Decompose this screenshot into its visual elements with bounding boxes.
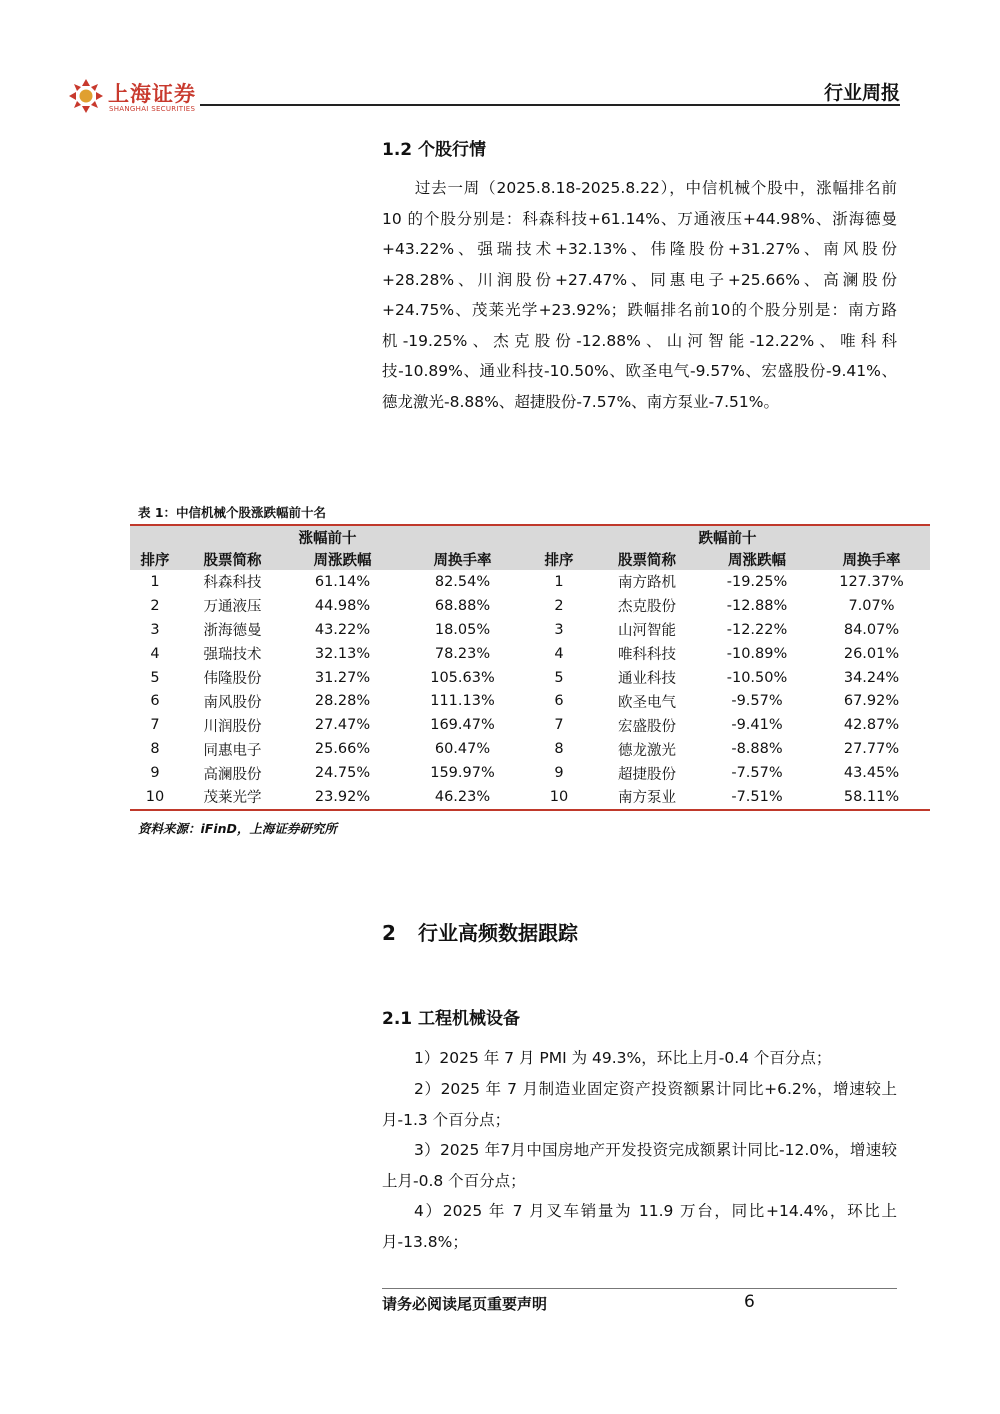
table-cell: -10.89%	[726, 645, 788, 662]
group-header-top-gainers: 涨幅前十	[130, 525, 525, 548]
table-cell: 28.28%	[314, 693, 371, 710]
section-2-1-item-4	[382, 1196, 897, 1257]
section-2-1-item-3	[382, 1135, 897, 1196]
table-cell: 26.01%	[843, 645, 900, 662]
logo-chinese-name: 上海证券	[108, 82, 196, 106]
section-2-title: 行业高频数据跟踪	[418, 921, 578, 945]
table-cell: -12.22%	[726, 621, 788, 638]
table-cell: 82.54%	[434, 573, 491, 590]
table-column-header-row	[130, 548, 930, 570]
table-row	[130, 689, 930, 713]
table-cell: 强瑞技术	[203, 647, 262, 664]
table-cell: 4	[150, 645, 160, 662]
table-cell: 5	[150, 669, 160, 686]
company-logo	[68, 76, 198, 116]
section-1-2-text: 过去一周（2025.8.18-2025.8.22），中信机械个股中，涨幅排名前 10 的个股分别是：科森科技+61.14%、万通液压+44.98%、浙海德曼+43.22%、强瑞技术+32.13%、伟隆股份+31.27%、南风股份+28.28%、川润股份+27.47%、同惠电子+25.66%、高澜股份+24.75%、茂莱光学+23.92%；跌幅排名前10的个股分别是：南方路机-19.25%、杰克股份-12.88%、山河智能-12.22%、唯科科技-10.89%、通业科技-10.50%、欧圣电气-9.57%、宏盛股份-9.41%、德龙激光-8.88%、超捷股份-7.57%、南方泵业-7.51%。	[382, 179, 897, 411]
company-logo-mark-icon	[68, 78, 104, 114]
table-cell: -7.51%	[701, 785, 813, 810]
table-cell: 伟隆股份	[203, 671, 262, 687]
table-cell: 德龙激光	[618, 742, 676, 759]
table-cell: 川润股份	[203, 718, 262, 735]
table-cell: 58.11%	[813, 785, 930, 810]
section-2-1-item-1-text: 1）2025 年 7 月 PMI 为 49.3%，环比上月-0.4 个百分点；	[414, 1049, 832, 1067]
footer-divider	[382, 1288, 897, 1289]
table-cell: 8	[150, 741, 160, 758]
column-header: 排序	[525, 548, 593, 570]
table-cell: 67.92%	[843, 693, 900, 710]
table-cell: 34.24%	[843, 669, 900, 686]
table-cell: 46.23%	[400, 785, 525, 810]
table-row	[130, 666, 930, 690]
table-cell: -19.25%	[726, 573, 788, 590]
table-cell: 24.75%	[314, 765, 371, 782]
table-source-note: 资料来源：iFinD，上海证券研究所	[138, 821, 337, 836]
table-cell: 25.66%	[314, 741, 371, 758]
table-group-header-row	[130, 525, 930, 548]
section-2-1-item-3-text: 3）2025 年7月中国房地产开发投资完成额累计同比-12.0%，增速较上月-0.8 个百分点；	[382, 1141, 897, 1190]
table-cell: 27.47%	[314, 717, 371, 734]
table-cell: 9	[150, 765, 160, 782]
table-cell: 杰克股份	[618, 599, 676, 616]
table-cell: 84.07%	[843, 621, 900, 638]
table-row	[130, 642, 930, 666]
table-row	[130, 570, 930, 594]
table-cell: 通业科技	[618, 671, 676, 687]
table-cell: 6	[554, 693, 564, 710]
table-cell: 南风股份	[203, 694, 262, 711]
table-cell: 8	[554, 741, 564, 758]
table-body	[130, 570, 930, 810]
section-2-1-heading: 2.1 工程机械设备	[382, 1009, 521, 1029]
table-cell: 42.87%	[843, 717, 900, 734]
section-2-1-item-2-text: 2）2025 年 7 月制造业固定资产投资额累计同比+6.2%，增速较上月-1.3 个百分点；	[382, 1080, 897, 1129]
page-number: 6	[744, 1292, 755, 1312]
section-2-1-item-1	[382, 1043, 897, 1074]
table-cell: 7	[150, 717, 160, 734]
table-cell: 1	[554, 573, 564, 590]
column-header: 排序	[130, 548, 180, 570]
table-row	[130, 737, 930, 761]
column-header: 股票简称	[593, 548, 701, 570]
table-cell: 27.77%	[843, 741, 900, 758]
section-2-number: 2	[382, 921, 396, 945]
table-cell: 44.98%	[314, 597, 371, 614]
table-cell: 43.45%	[843, 765, 900, 782]
table-cell: 高澜股份	[203, 766, 262, 783]
stock-ranking-table	[130, 524, 930, 811]
table-cell: 山河智能	[618, 623, 676, 640]
footer-disclaimer: 请务必阅读尾页重要声明	[382, 1295, 548, 1313]
table-cell: 31.27%	[314, 669, 371, 686]
table-row	[130, 713, 930, 737]
table-cell: 欧圣电气	[618, 694, 676, 711]
table-cell: 111.13%	[430, 693, 495, 710]
column-header: 股票简称	[180, 548, 285, 570]
table-row	[130, 761, 930, 785]
table-cell: 105.63%	[430, 669, 495, 686]
table-cell: 茂莱光学	[180, 785, 285, 810]
table-cell: 1	[150, 573, 160, 590]
section-1-2-paragraph	[382, 173, 897, 417]
table-cell: 南方路机	[618, 575, 676, 592]
group-header-top-losers: 跌幅前十	[525, 525, 930, 548]
table-cell: 3	[150, 621, 160, 638]
table-cell: -9.57%	[731, 693, 783, 710]
table-cell: 159.97%	[430, 765, 495, 782]
column-header: 周换手率	[813, 548, 930, 570]
table-cell: 43.22%	[314, 621, 371, 638]
column-header: 周涨跌幅	[285, 548, 400, 570]
table-cell: 23.92%	[285, 785, 400, 810]
report-type-label: 行业周报	[823, 82, 900, 104]
table-cell: 9	[554, 765, 564, 782]
table-cell: -9.41%	[731, 717, 783, 734]
table-cell: 5	[554, 669, 564, 686]
table-cell: 18.05%	[434, 621, 491, 638]
table-cell: -8.88%	[731, 741, 783, 758]
column-header: 周涨跌幅	[701, 548, 813, 570]
table-cell: 科森科技	[203, 575, 262, 592]
table-cell: 宏盛股份	[618, 718, 676, 735]
section-2-1-item-4-text: 4）2025 年 7 月叉车销量为 11.9 万台，同比+14.4%，环比上月-13.8%；	[382, 1202, 897, 1251]
table-row	[130, 594, 930, 618]
section-2-heading	[382, 917, 578, 946]
table-cell: 68.88%	[434, 597, 491, 614]
table-cell: 10	[130, 785, 180, 810]
table-cell: -12.88%	[726, 597, 788, 614]
table-cell: 超捷股份	[618, 766, 676, 783]
table-cell: 61.14%	[314, 573, 371, 590]
table-cell: 10	[525, 785, 593, 810]
table-cell: 2	[150, 597, 160, 614]
column-header: 周换手率	[400, 548, 525, 570]
table-caption: 表 1：中信机械个股涨跌幅前十名	[138, 505, 327, 520]
table-cell: 169.47%	[430, 717, 495, 734]
table-cell: 7	[554, 717, 564, 734]
table-cell: 60.47%	[434, 741, 491, 758]
table-cell: 万通液压	[203, 599, 262, 616]
logo-english-name: SHANGHAI SECURITIES	[109, 105, 196, 113]
table-cell: 唯科科技	[618, 647, 676, 664]
table-cell: 7.07%	[848, 597, 895, 614]
table-cell: 浙海德曼	[203, 623, 262, 640]
table-row	[130, 785, 930, 810]
table-cell: 南方泵业	[593, 785, 701, 810]
table-cell: 4	[554, 645, 564, 662]
section-2-1-item-2	[382, 1074, 897, 1135]
table-cell: 6	[150, 693, 160, 710]
table-cell: 2	[554, 597, 564, 614]
table-cell: 127.37%	[839, 573, 904, 590]
table-cell: -7.57%	[731, 765, 783, 782]
table-cell: 3	[554, 621, 564, 638]
table-row	[130, 618, 930, 642]
section-1-2-heading: 1.2 个股行情	[382, 140, 487, 160]
table-cell: 同惠电子	[203, 742, 262, 759]
table-cell: -10.50%	[726, 669, 788, 686]
table-cell: 32.13%	[314, 645, 371, 662]
header-divider	[200, 104, 900, 106]
table-cell: 78.23%	[434, 645, 491, 662]
